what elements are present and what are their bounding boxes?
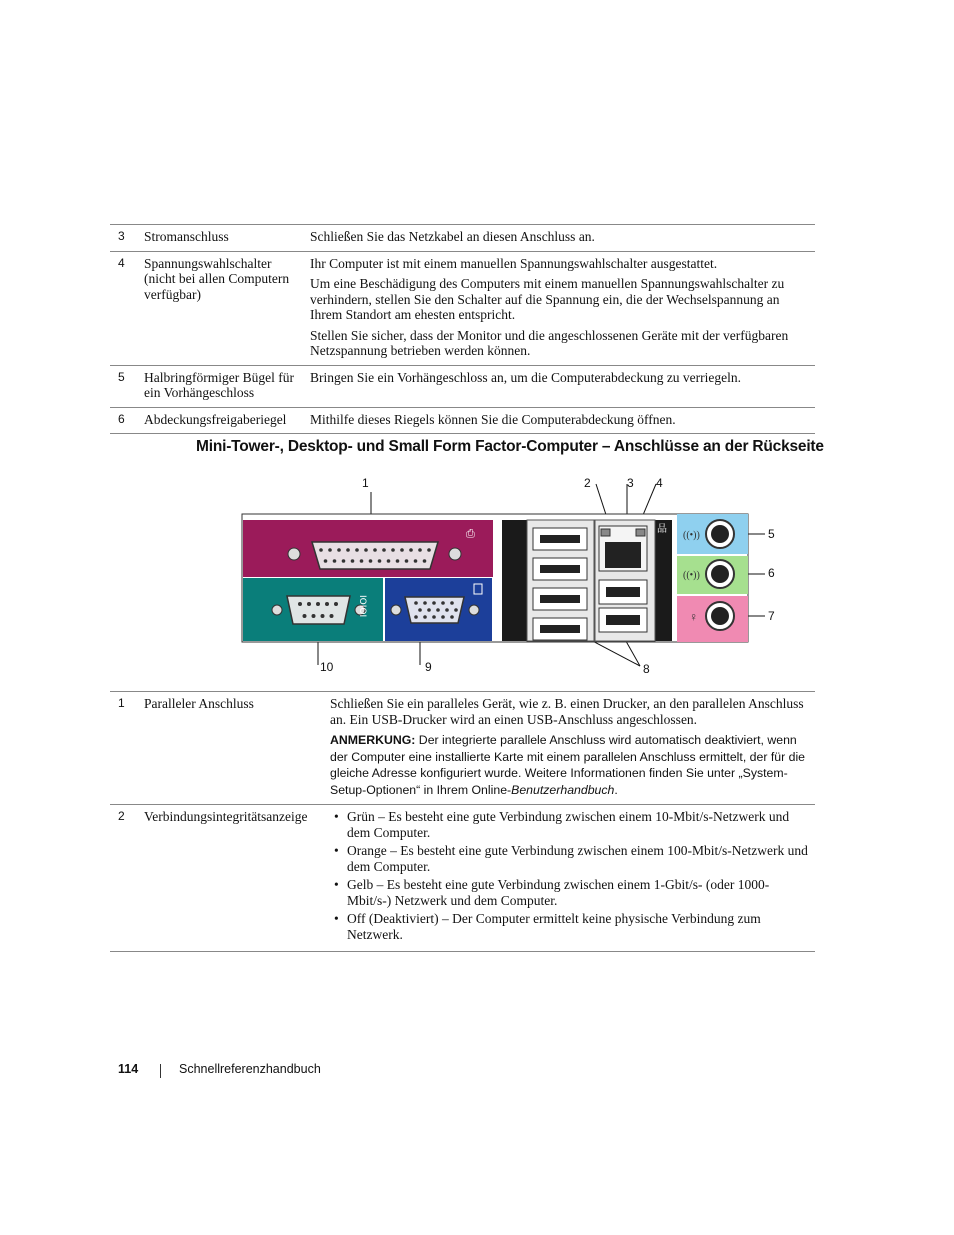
pin — [360, 559, 364, 563]
callout-10: 10 — [320, 660, 334, 674]
row-number: 2 — [110, 805, 140, 952]
row-description: Mithilfe dieses Riegels können Sie die Computerabdeckung öffnen. — [306, 407, 815, 434]
usb-port-slot — [540, 625, 580, 633]
row-description: Schließen Sie ein paralleles Gerät, wie z. B. einen Drucker, an den parallelen Anschluss an. Ein USB-Drucker wird an einen USB-Anschluss angeschlossen. ANMERKUNG: Der integrierte parallele Anschluss wird automatisch deaktiviert, wenn der Computer eine installierte Karte mit einem parallelen Anschluss ermittelt, der für die gleiche Adresse konfiguriert wurde. Weitere Informationen finden Sie unter „System-Setup-Optionen“ in Ihrem Online-Benutzerhandbuch. — [326, 692, 815, 805]
table-row — [110, 225, 815, 252]
row-name: Verbindungsintegritätsanzeige — [140, 805, 326, 952]
row-number: 6 — [110, 407, 140, 434]
pin — [414, 615, 418, 619]
pin — [391, 548, 395, 552]
pin — [312, 614, 316, 618]
row-number: 5 — [110, 365, 140, 407]
row-description: Ihr Computer ist mit einem manuellen Spannungswahlschalter ausgestattet. Um eine Beschädigung des Computers mit einem manuellen Spannungswahlschalter zu verhindern, stellen Sie den Schalter auf die Spannung ein, die der Wechselspannung an Ihrem Standort am ehesten entspricht. Stellen Sie sicher, dass der Monitor und die angeschlossenen Geräte mit der verfügbaren Netzspannung betrieben werden können. — [306, 251, 815, 365]
pin — [450, 615, 454, 619]
connector-table-top — [110, 224, 815, 434]
pin — [298, 602, 302, 606]
usb-port-slot — [540, 595, 580, 603]
note-block: ANMERKUNG: Der integrierte parallele Anschluss wird automatisch deaktiviert, wenn der Computer eine installierte Karte mit einem parallelen Anschluss ermittelt, der für die gleiche Adresse konfiguriert wurde. Weitere Informationen finden Sie unter „System-Setup-Optionen“ in Ihrem Online-Benutzerhandbuch. — [330, 733, 806, 797]
row-name: Abdeckungsfreigaberiegel — [140, 407, 306, 434]
table-row — [110, 407, 815, 434]
network-icon: 品 — [657, 524, 667, 535]
callout-5: 5 — [768, 527, 775, 541]
pin — [355, 548, 359, 552]
pin — [441, 615, 445, 619]
pin — [324, 559, 328, 563]
usb-port-slot — [540, 565, 580, 573]
pin — [346, 548, 350, 552]
pin — [423, 559, 427, 563]
pin — [342, 559, 346, 563]
footer-title: Schnellreferenzhandbuch — [179, 1062, 321, 1076]
pin — [418, 608, 422, 612]
pin — [432, 601, 436, 605]
network-port[interactable] — [599, 526, 647, 571]
row-name: Spannungswahlschalter (nicht bei allen Computern verfügbar) — [140, 251, 306, 365]
pin — [325, 602, 329, 606]
pin — [427, 548, 431, 552]
pin — [414, 559, 418, 563]
pin — [369, 559, 373, 563]
pin — [378, 559, 382, 563]
row-number: 4 — [110, 251, 140, 365]
table-row — [110, 251, 815, 365]
microphone-icon: ♀ — [689, 610, 698, 624]
pin — [445, 608, 449, 612]
pin — [330, 614, 334, 618]
pin — [441, 601, 445, 605]
connector-table-bottom — [110, 691, 815, 952]
footer-separator — [160, 1064, 161, 1078]
list-item: • Grün – Es besteht eine gute Verbindung zwischen einem 10-Mbit/s-Netzwerk und dem Computer. — [330, 809, 811, 840]
serial-icon: IOIOI — [357, 595, 367, 618]
callout-4: 4 — [656, 476, 663, 490]
pin — [307, 602, 311, 606]
pin — [396, 559, 400, 563]
pin — [337, 548, 341, 552]
line-in-icon: ((•)) — [683, 530, 700, 541]
section-heading: Mini-Tower-, Desktop- und Small Form Factor-Computer – Anschlüsse an der Rückseite — [196, 438, 824, 455]
row-description: Schließen Sie das Netzkabel an diesen Anschluss an. — [306, 225, 815, 252]
pin — [409, 548, 413, 552]
table-row — [110, 805, 815, 952]
pin — [427, 608, 431, 612]
row-number: 3 — [110, 225, 140, 252]
pin — [387, 559, 391, 563]
usb-port-slot — [540, 535, 580, 543]
table-row — [110, 692, 815, 805]
row-number: 1 — [110, 692, 140, 805]
list-item: • Orange – Es besteht eine gute Verbindung zwischen einem 100-Mbit/s-Netzwerk und dem Computer. — [330, 843, 811, 874]
callout-6: 6 — [768, 566, 775, 580]
pin — [400, 548, 404, 552]
pin — [423, 615, 427, 619]
pin — [316, 602, 320, 606]
callout-2: 2 — [584, 476, 591, 490]
pin — [333, 559, 337, 563]
pin — [450, 601, 454, 605]
callout-3: 3 — [627, 476, 634, 490]
list-item: • Off (Deaktiviert) – Der Computer ermittelt keine physische Verbindung zum Netzwerk. — [330, 911, 811, 942]
pin — [321, 614, 325, 618]
pin — [423, 601, 427, 605]
list-item: • Gelb – Es besteht eine gute Verbindung zwischen einem 1-Gbit/s- (oder 1000-Mbit/s-) Netzwerk und dem Computer. — [330, 877, 811, 908]
audio-jacks[interactable] — [706, 520, 734, 630]
pin — [373, 548, 377, 552]
callout-7: 7 — [768, 609, 775, 623]
pin — [414, 601, 418, 605]
pin — [364, 548, 368, 552]
row-name: Stromanschluss — [140, 225, 306, 252]
pin — [382, 548, 386, 552]
page-number: 114 — [118, 1062, 139, 1076]
pin — [328, 548, 332, 552]
pin — [418, 548, 422, 552]
pin — [405, 559, 409, 563]
line-out-icon: ((•)) — [683, 570, 700, 581]
callout-9: 9 — [425, 660, 432, 674]
network-activity-light — [636, 529, 645, 536]
rear-panel-figure — [230, 470, 790, 680]
pin — [454, 608, 458, 612]
link-integrity-light — [601, 529, 610, 536]
row-name: Paralleler Anschluss — [140, 692, 326, 805]
pin — [334, 602, 338, 606]
row-description: Bringen Sie ein Vorhängeschloss an, um die Computerabdeckung zu verriegeln. — [306, 365, 815, 407]
pin — [303, 614, 307, 618]
callout-1: 1 — [362, 476, 369, 490]
pin — [351, 559, 355, 563]
pin — [436, 608, 440, 612]
table-row — [110, 365, 815, 407]
row-name: Halbringförmiger Bügel für ein Vorhängeschloss — [140, 365, 306, 407]
pin — [319, 548, 323, 552]
row-description — [326, 805, 815, 952]
printer-icon: ⎙ — [466, 527, 475, 540]
callout-8: 8 — [643, 662, 650, 676]
pin — [432, 615, 436, 619]
